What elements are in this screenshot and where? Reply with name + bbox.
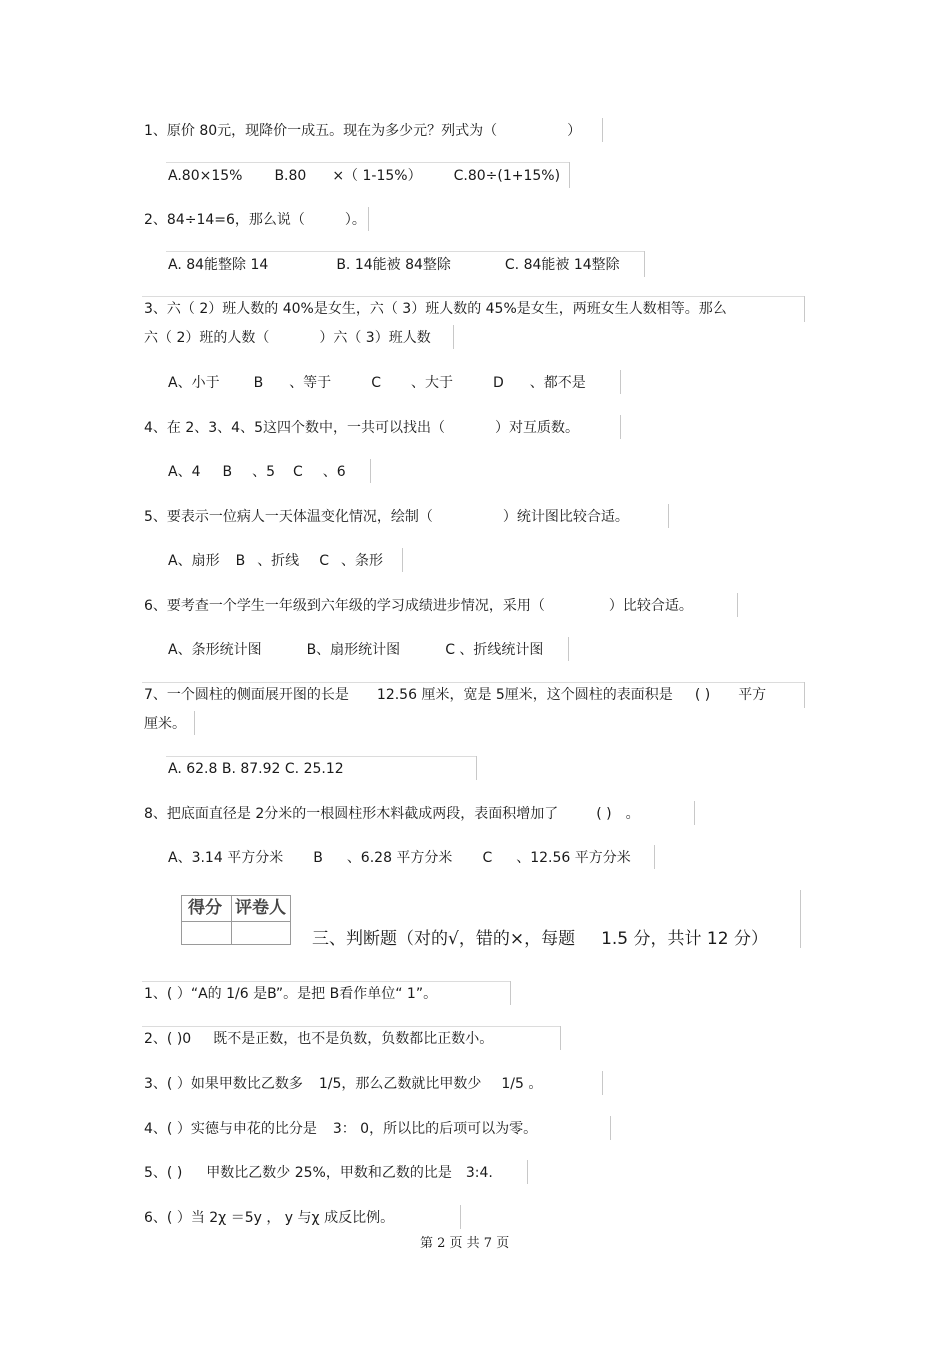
divider — [800, 890, 801, 948]
divider — [602, 1071, 603, 1095]
divider — [620, 415, 621, 439]
divider — [453, 325, 454, 349]
q6-stem-paren: ）比较合适。 — [608, 598, 693, 614]
q8-option-c-letter: C — [482, 850, 493, 866]
divider — [166, 251, 644, 252]
divider — [194, 711, 195, 735]
divider — [142, 296, 804, 297]
q3-line2-text: 六（ 2）班的人数（ — [144, 330, 270, 346]
divider — [602, 118, 603, 142]
divider — [510, 981, 511, 1005]
q4-options — [168, 463, 346, 481]
q8-stem-end: 。 — [625, 806, 640, 822]
q1-option-b1: B.80 — [274, 168, 307, 184]
q7-line2: 厘米。 — [144, 716, 186, 732]
q1-option-c: C.80÷(1+15%) — [453, 168, 561, 184]
divider — [694, 801, 695, 825]
q7-options: A. 62.8 B. 87.92 C. 25.12 — [168, 761, 344, 777]
q5-option-a: A、扇形 — [168, 553, 220, 569]
divider — [476, 756, 477, 780]
judgment-2 — [144, 1030, 493, 1048]
grader-label: 评卷人 — [235, 898, 286, 918]
q3-line1: 3、六（ 2）班人数的 40%是女生，六（ 3）班人数的 45%是女生，两班女生人数相等。那么 — [144, 301, 727, 317]
q6-option-b: B、扇形统计图 — [306, 642, 401, 658]
q4-option-a: A、4 — [168, 464, 201, 480]
judgment-5 — [144, 1164, 493, 1182]
q1-option-b2: ×（ 1-15%） — [332, 168, 422, 184]
q2-option-a: A. 84能整除 14 — [168, 257, 269, 273]
divider — [142, 1026, 560, 1027]
divider — [166, 162, 570, 163]
q4-stem — [144, 419, 579, 437]
score-box-divider — [231, 896, 232, 944]
q3-option-d-letter: D — [492, 375, 504, 391]
q8-option-b-text: 、6.28 平方分米 — [346, 850, 453, 866]
q5-options — [168, 552, 383, 570]
q4-option-b-text: 、5 — [252, 464, 276, 480]
divider — [644, 251, 645, 277]
q3-option-d-text: 、都不是 — [529, 375, 586, 391]
score-box-divider — [182, 921, 290, 922]
q5-option-b-text: 、折线 — [257, 553, 300, 569]
q8-option-a: A、3.14 平方分米 — [168, 850, 284, 866]
q3-option-c-text: 、大于 — [410, 375, 453, 391]
divider — [804, 296, 805, 322]
q3-options — [168, 374, 586, 392]
q2-stem — [144, 211, 366, 229]
judgment-2-part2: 既不是正数，也不是负数，负数都比正数小。 — [213, 1031, 494, 1047]
score-label: 得分 — [188, 898, 222, 918]
q8-option-b-letter: B — [313, 850, 323, 866]
q5-option-c-letter: C — [319, 553, 329, 569]
q3-option-b-text: 、等于 — [289, 375, 332, 391]
q2-stem-text: 2、84÷14=6，那么说（ — [144, 212, 305, 228]
judgment-2-part1: 2、( )0 — [144, 1031, 192, 1047]
divider — [568, 637, 569, 661]
q8-stem-text: 8、把底面直径是 2分米的一根圆柱形木料截成两段，表面积增加了 — [144, 806, 559, 822]
divider — [560, 1026, 561, 1050]
q3-line2 — [144, 329, 431, 347]
q7-line1-unit: 平方 — [738, 687, 767, 703]
divider — [527, 1160, 528, 1184]
judgment-1: 1、( ）“A的 1/6 是B”。是把 B看作单位“ 1”。 — [144, 986, 438, 1002]
divider — [166, 756, 476, 757]
divider — [142, 981, 510, 982]
divider — [804, 682, 805, 708]
q5-stem — [144, 508, 629, 526]
divider — [654, 845, 655, 869]
judgment-5-part3: 3:4. — [465, 1165, 493, 1181]
q4-stem-text: 4、在 2、3、4、5这四个数中，一共可以找出（ — [144, 420, 445, 436]
judgment-3-part3: 1/5 。 — [501, 1076, 543, 1092]
divider — [620, 370, 621, 394]
judgment-4-part1: 4、( ）实德与申花的比分是 — [144, 1121, 317, 1137]
q7-line1-part2: 12.56 厘米，宽是 5厘米，这个圆柱的表面积是 — [376, 687, 673, 703]
q6-stem — [144, 597, 693, 615]
divider — [668, 504, 669, 528]
q5-stem-text: 5、要表示一位病人一天体温变化情况，绘制（ — [144, 509, 433, 525]
q8-options — [168, 849, 631, 867]
q7-line1 — [144, 686, 766, 704]
q3-option-a: A、小于 — [168, 375, 220, 391]
q1-option-a: A.80×15% — [168, 168, 243, 184]
divider — [610, 1116, 611, 1140]
q2-option-b: B. 14能被 84整除 — [336, 257, 451, 273]
q2-stem-paren: ）。 — [344, 212, 366, 228]
divider — [737, 593, 738, 617]
q1-stem-text: 1、原价 80元，现降价一成五。现在为多少元？列式为（ — [144, 123, 498, 139]
q5-option-c-text: 、条形 — [340, 553, 383, 569]
q3-option-b-letter: B — [253, 375, 264, 391]
section3-title — [312, 928, 768, 950]
q3-line2-paren: ）六（ 3）班人数 — [319, 330, 431, 346]
q2-option-c: C. 84能被 14整除 — [504, 257, 620, 273]
judgment-3 — [144, 1075, 542, 1093]
judgment-3-part1: 3、( ）如果甲数比乙数多 — [144, 1076, 303, 1092]
divider — [370, 459, 371, 483]
q4-option-c-letter: C — [293, 464, 303, 480]
q6-option-c: C 、折线统计图 — [445, 642, 544, 658]
q7-line1-part1: 7、一个圆柱的侧面展开图的长是 — [144, 687, 349, 703]
q1-stem-paren: ） — [567, 123, 582, 139]
q3-option-c-letter: C — [371, 375, 381, 391]
judgment-4 — [144, 1120, 537, 1138]
divider — [368, 207, 369, 231]
divider — [402, 548, 403, 572]
score-box — [181, 895, 291, 945]
judgment-5-part2: 甲数比乙数少 25%，甲数和乙数的比是 — [206, 1165, 452, 1181]
q7-line1-paren: ( ) — [694, 687, 711, 703]
q8-option-c-text: 、12.56 平方分米 — [516, 850, 631, 866]
q8-stem — [144, 805, 640, 823]
q1-options — [168, 167, 560, 185]
q2-options — [168, 256, 620, 274]
q1-stem — [144, 122, 581, 140]
judgment-3-part2: 1/5，那么乙数就比甲数少 — [318, 1076, 482, 1092]
section3-title-part2: 1.5 分，共计 12 分） — [601, 929, 768, 949]
judgment-6: 6、( ）当 2χ ＝5y ， y 与χ 成反比例。 — [144, 1210, 395, 1226]
page-footer: 第 2 页 共 7 页 — [420, 1236, 510, 1251]
judgment-5-part1: 5、( ) — [144, 1165, 183, 1181]
judgment-4-part2: 3： 0，所以比的后项可以为零。 — [332, 1121, 538, 1137]
q4-option-b-letter: B — [222, 464, 233, 480]
q6-stem-text: 6、要考查一个学生一年级到六年级的学习成绩进步情况，采用（ — [144, 598, 545, 614]
q6-options — [168, 641, 543, 659]
divider — [142, 682, 804, 683]
q4-stem-paren: ）对互质数。 — [495, 420, 579, 436]
q6-option-a: A、条形统计图 — [168, 642, 262, 658]
divider — [569, 162, 570, 188]
q5-option-b-letter: B — [235, 553, 246, 569]
q4-option-c-text: 、6 — [322, 464, 346, 480]
q5-stem-paren: ）统计图比较合适。 — [502, 509, 629, 525]
divider — [460, 1205, 461, 1229]
q8-stem-paren: ( ) — [596, 806, 612, 822]
section3-title-part1: 三、判断题（对的√，错的×，每题 — [312, 929, 576, 949]
